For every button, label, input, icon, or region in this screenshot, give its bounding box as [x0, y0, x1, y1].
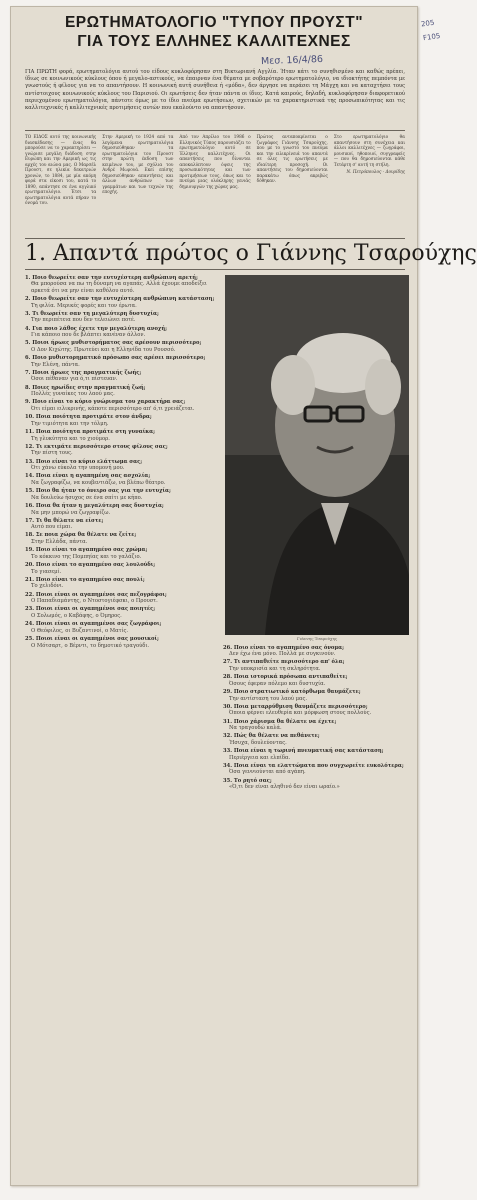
questionnaire-left-column — [25, 273, 215, 1179]
answer: Την υποκρισία και τη σκληρότητα. — [229, 665, 321, 672]
question: 19. Ποιο είναι το αγαπημένο σας χρώμα; — [25, 547, 148, 554]
headline — [19, 13, 409, 51]
body-column-text: Στο ερωτηματολόγιο θα απαντήσουν στη συνέχεια και άλλοι καλλιτέχνες — ζωγράφοι, μουσικοί, ηθοποιοί, συγγραφείς — που θα δημοσιεύονται κάθε Τετάρτη σ' αυτή τη στήλη. — [333, 134, 406, 167]
question: 23. Ποιοι είναι οι αγαπημένοι σας ποιητές; — [25, 606, 156, 613]
question: 15. Ποιο θα ήταν το όνειρο σας για την ευτυχία; — [25, 488, 171, 495]
question: 10. Ποια ποιότητα προτιμάτε στον άνδρα; — [25, 414, 152, 421]
question: 31. Ποιο χάρισμα θα θέλατε να έχετε; — [223, 718, 337, 725]
answer: Την περιπέτεια που δεν τελειώνει ποτέ. — [31, 317, 136, 324]
question: 28. Ποια ιστορικά πρόσωπα αντιπαθείτε; — [223, 674, 348, 681]
answer: Τη γλυκύτητα και το χιούμορ. — [31, 435, 110, 442]
answer: Για κάποιο που δε βλάπτει κανέναν άλλον. — [31, 332, 146, 339]
question: 13. Ποιο είναι το κύριο ελάττωμα σας; — [25, 458, 143, 465]
body-column: Στην Αμερική το 1924 από τα λεγόμενα ερωτηματολόγια δημοσιεύθηκαν τα ερωτηματολόγια του Προυστ στην πρώτη έκδοση των κειμένων του, με σχόλια του Ανδρέ Μωρουά. Εκεί επίσης δημοσιεύθηκαν απαντήσεις και άλλων ανθρώπων των γραμμάτων και των τεχνών της εποχής. — [102, 134, 174, 194]
question: 30. Ποια μεταρρύθμιση θαυμάζετε περισσότερο; — [223, 703, 368, 710]
answer: Όποια φέρνει ελευθερία και μόρφωση στους πολλούς. — [229, 710, 372, 717]
answer: Την τιμιότητα και την τόλμη. — [31, 420, 109, 427]
question: 5. Ποιοι ήρωες μυθιστορήματος σας αρέσουν περισσότερο; — [25, 340, 202, 347]
handwritten-margin-note — [420, 15, 444, 46]
question: 6. Ποιο μυθιστορηματικό πρόσωπο σας αρέσει περισσότερο; — [25, 355, 206, 362]
question: 2. Ποιο θεωρείτε σαν την ευτυχέστερη ανθρώπινη κατάσταση; — [25, 295, 215, 302]
answer: Ο Μότσαρτ, ο Βέρντι, το δημοτικό τραγούδι. — [31, 642, 150, 649]
question: 18. Σε ποια χώρα θα θέλατε να ζείτε; — [25, 532, 137, 539]
answer: Το χελιδόνι. — [31, 583, 64, 590]
photo-caption: Γιάννης Τσαρούχης — [296, 636, 338, 641]
question: 12. Τι εκτιμάτε περισσότερο στους φίλους σας; — [25, 443, 168, 450]
answer: Ο Παπαδιαμάντης, ο Ντοστογιέφσκι, ο Προυστ. — [31, 598, 158, 605]
answer: Να δουλεύω ήσυχος σε ένα σπίτι με κήπο. — [31, 494, 143, 501]
answer: Τη φιλία. Μερικές φορές και τον έρωτα. — [31, 302, 137, 309]
question: 8. Ποιες ηρωίδες στην πραγματική ζωή; — [25, 384, 146, 391]
answer: Δεν έχω ένα μόνο. Πολλά με συγκινούν. — [229, 651, 336, 658]
answer: Όσοι πέθαναν για ό,τι πίστευαν. — [31, 376, 118, 383]
body-column: Πρώτος ανταποκρίνεται ο ζωγράφος Γιάννης Τσαρούχης, που με το γνωστό του πνεύμα και την ειλικρίνειά του απαντά σε όλες τις ερωτήσεις με ιδιαίτερη προσοχή. Οι απαντήσεις του δημοσιεύονται παρακάτω όπως ακριβώς δόθηκαν. — [256, 134, 328, 183]
answer: Ήσυχα, δουλεύοντας. — [229, 739, 287, 746]
answer: Το γιασεμί. — [31, 568, 62, 575]
answer: Πολλές γυναίκες του λαού μας. — [31, 391, 115, 398]
answer: «Ό,τι δεν είναι αληθινό δεν είναι ωραίο.» — [229, 784, 340, 791]
answer: Να μην μπορώ να ζωγραφίζω. — [31, 509, 111, 516]
answer: Να ζωγραφίζω, να κουβεντιάζω, να βλέπω θέατρο. — [31, 479, 166, 486]
answer: Ο Δον Κιχώτης. Πρωτεύει και η Ελληνίδα του Ρουσσό. — [31, 346, 176, 353]
question: 7. Ποιοι ήρωες της πραγματικής ζωής; — [25, 369, 142, 376]
question: 14. Ποια είναι η αγαπημένη σας ασχολία; — [25, 473, 151, 480]
portrait-illustration — [225, 275, 409, 635]
answer: Την αντίσταση του λαού μας. — [229, 695, 308, 702]
answer: Ότι χάνω εύκολα την υπομονή μου. — [31, 465, 125, 472]
question: 17. Τι θα θέλατε να είστε; — [25, 517, 104, 524]
divider — [25, 130, 405, 131]
intro-paragraph: ΓΙΑ ΠΡΩΤΗ φορά, ερωτηματολόγια αυτού του είδους κυκλοφόρησαν στη Βικτωριανή Αγγλία. Ήταν κάτι το συνηθισμένο και καθώς πρέπει, ίδιως σε κοινωνικούς κύκλους όπου ή μεγαλο-αστικούς, να έπαιρναν ένα θέματα με σοβαρότερο ερωτηματολόγιο, να ιδιοκτήτης πεμπόντα με γνωστούς ή φίλους για να το απαντήσουν. Η κοινωνική αυτή συνήθεια ή «μόδα», δεν άργησε να περάσει τη Μάγχη και να καταχτήσει τους αντίστοιχους κοινωνικούς κύκλους του Παρισιού. Οι ερωτήσεις δεν ήταν πάντα οι ίδιες. Κατά καιρούς, δηλαδή, κυκλοφόρησαν διαφορετικού περιεχομένου ερωτηματολόγια, πάντοτε όμως με το ίδιο πνεύμα ερωτήσεων, σχετικών με τα χαρακτηριστικά της προσωπικότητας και τις καλλιτεχνικές ή καλλιτεχνικές προτιμήσεις αυτών που εκαλούντο να απαντήσουν. — [25, 69, 405, 112]
question: 35. Το ρητό σας; — [223, 777, 272, 784]
answer: Την Ελένη, πάντα. — [31, 361, 80, 368]
answer: Όσα γεννιούνται από αγάπη. — [229, 769, 306, 776]
question: 3. Τι θεωρείτε σαν τη μεγαλύτερη δυστυχία; — [25, 310, 159, 317]
answer: Περιέργεια και ελπίδα. — [229, 754, 291, 761]
body-columns — [25, 134, 405, 237]
answer: Στην Ελλάδα, πάντα. — [31, 539, 88, 546]
answer: Την πίστη τους. — [31, 450, 73, 457]
handwritten-date: Μεσ. 16/4/86 — [260, 53, 324, 68]
headline-line-1: ΕΡΩΤΗΜΑΤΟΛΟΓΙΟ "ΤΥΠΟΥ ΠΡΟΥΣΤ" — [64, 14, 364, 31]
body-column: ΤΟ ΕΙΔΟΣ αυτό της κοινωνικής διασκέδασης — ένας θα μπορούσε να το χαρακτηρίσει — γνώρισε μεγάλη διάδοση στην Ευρώπη και την Αμερική ως τις αρχές του αιώνα μας. Ο Μαρσέλ Προυστ, σε ηλικία δεκατριών χρονών, το 1884, με μία ακόμη φορά στα είκοσι του, κατά το 1890, απάντησε σε ένα αγγλικό ερωτηματολόγιο. Έτσι τα ερωτηματολόγια αυτά πήραν το όνομά του. — [25, 134, 97, 205]
divider — [25, 238, 405, 239]
answer: Να τραγουδώ καλά. — [229, 725, 282, 732]
answer: Αυτό που είμαι. — [31, 524, 73, 531]
question: 26. Ποιο είναι το αγαπημένο σας όνομα; — [223, 644, 345, 651]
body-column — [334, 134, 405, 237]
question: 22. Ποιοι είναι οι αγαπημένοι σας πεζογράφοι; — [25, 591, 167, 598]
answer: Θα μπορούσα να πω τη δύναμη να αγαπάς. Αλλά έχουμε αποδείξει αρκετά ότι να μην είναι καθόλου αυτό. — [31, 281, 207, 294]
question: 25. Ποιοι είναι οι αγαπημένοι σας μουσικοί; — [25, 635, 159, 642]
question: 24. Ποιοι είναι οι αγαπημένοι σας ζωγράφοι; — [25, 621, 162, 628]
headline-line-2: ΓΙΑ ΤΟΥΣ ΕΛΛΗΝΕΣ ΚΑΛΛΙΤΕΧΝΕΣ — [77, 33, 351, 50]
body-column: Από τον Απρίλιο του 1986 ο Ελληνικός Τύπος παρουσιάζει το ερωτηματολόγιο αυτό σε Έλληνες καλλιτέχνες. Οι απαντήσεις που δίνονται αποκαλύπτουν όψεις της προσωπικότητας και των προτιμήσεων τους, όπως και το πνεύμα μιας ολόκληρης γενιάς δημιουργών της χώρας μας. — [179, 134, 251, 189]
question: 21. Ποιο είναι το αγαπημένο σας πουλί; — [25, 576, 145, 583]
portrait-photo — [225, 275, 409, 635]
question: 32. Πώς θα θέλατε να πεθάνετε; — [223, 733, 320, 740]
question: 9. Ποιο είναι το κύριο γνώρισμα του χαρακτήρα σας; — [25, 399, 186, 406]
margin-note-line: F105 — [422, 31, 441, 43]
answer: Όσους έφεραν πόλεμο και δυστυχία. — [229, 680, 326, 687]
question: 33. Ποια είναι η τωρινή πνευματική σας κατάσταση; — [223, 748, 384, 755]
question: 16. Ποια θα ήταν η μεγαλύτερη σας δυστυχία; — [25, 502, 164, 509]
question: 27. Τι αντιπαθείτε περισσότερο απ' όλα; — [223, 659, 345, 666]
section-title: 1. Απαντά πρώτος ο Γιάννης Τσαρούχης — [25, 241, 477, 266]
answer: Το κόκκινο της Πομπηίας και το γαλάζιο. — [31, 553, 142, 560]
question: 1. Ποιο θεωρείτε σαν την ευτυχέστερη ανθρώπινη αρετή; — [25, 274, 198, 281]
author-signature: Ν. Πετρόπουλος - Δουρίδης — [346, 169, 406, 174]
answer: Ο Σολωμός, ο Καβάφης, ο Όμηρος. — [31, 612, 122, 619]
question: 20. Ποιο είναι το αγαπημένο σας λουλούδι; — [25, 562, 156, 569]
margin-note-line: 205 — [420, 18, 435, 29]
question: 4. Για ποιο λάθος έχετε την μεγαλύτερη ανοχή; — [25, 325, 168, 332]
answer: Ο Θεόφιλος, οι Βυζαντινοί, ο Ματίς. — [31, 627, 129, 634]
questionnaire-right-column — [223, 643, 409, 1179]
question: 29. Ποιο στρατιωτικό κατόρθωμα θαυμάζετε; — [223, 688, 361, 695]
divider — [25, 269, 405, 270]
question: 34. Ποια είναι τα ελαττώματα που συγχωρείτε ευκολότερα; — [223, 762, 404, 769]
answer: Ότι είμαι ειλικρινής, κάποτε περισσότερο απ' ό,τι χρειάζεται. — [31, 406, 195, 413]
question: 11. Ποια ποιότητα προτιμάτε στη γυναίκα; — [25, 429, 156, 435]
